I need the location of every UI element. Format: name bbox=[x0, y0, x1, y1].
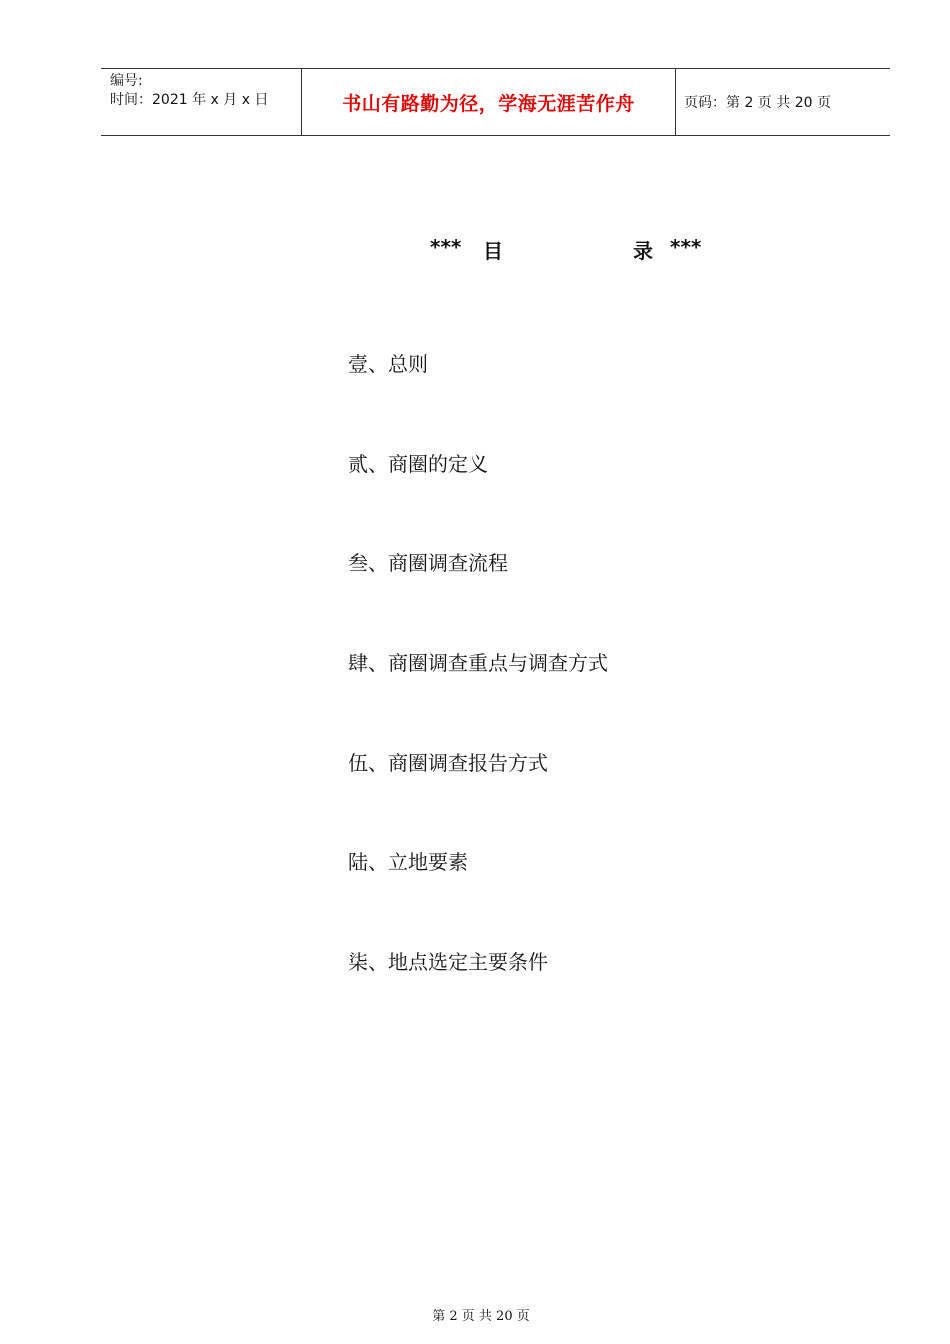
page-footer: 第 2 页 共 20 页 bbox=[432, 1309, 530, 1324]
header-meta-cell bbox=[101, 69, 302, 135]
header-page-cell bbox=[676, 69, 890, 135]
toc-item: 壹、总则 bbox=[348, 352, 428, 376]
toc-title bbox=[0, 235, 950, 265]
toc-item: 叁、商圈调查流程 bbox=[348, 551, 508, 576]
toc-item: 贰、商圈的定义 bbox=[348, 451, 488, 476]
document-date: 时间：2021 年 x 月 x 日 bbox=[110, 92, 269, 108]
toc-title-char-1: 目 bbox=[483, 239, 503, 263]
document-code-label: 编号: bbox=[110, 73, 143, 89]
header-motto-cell bbox=[302, 69, 676, 135]
toc-item: 肆、商圈调查重点与调查方式 bbox=[348, 651, 608, 676]
toc-list bbox=[348, 350, 608, 1048]
toc-title-stars-left: *** bbox=[430, 235, 462, 259]
document-header bbox=[101, 68, 890, 136]
toc-item: 陆、立地要素 bbox=[348, 850, 468, 875]
toc-title-stars-right: *** bbox=[670, 235, 702, 259]
toc-item: 柒、地点选定主要条件 bbox=[348, 950, 548, 975]
header-page-number: 页码：第 2 页 共 20 页 bbox=[684, 95, 831, 111]
motto-text: 书山有路勤为径，学海无涯苦作舟 bbox=[342, 92, 635, 115]
toc-title-char-2: 录 bbox=[633, 239, 653, 263]
toc-item: 伍、商圈调查报告方式 bbox=[348, 750, 548, 775]
